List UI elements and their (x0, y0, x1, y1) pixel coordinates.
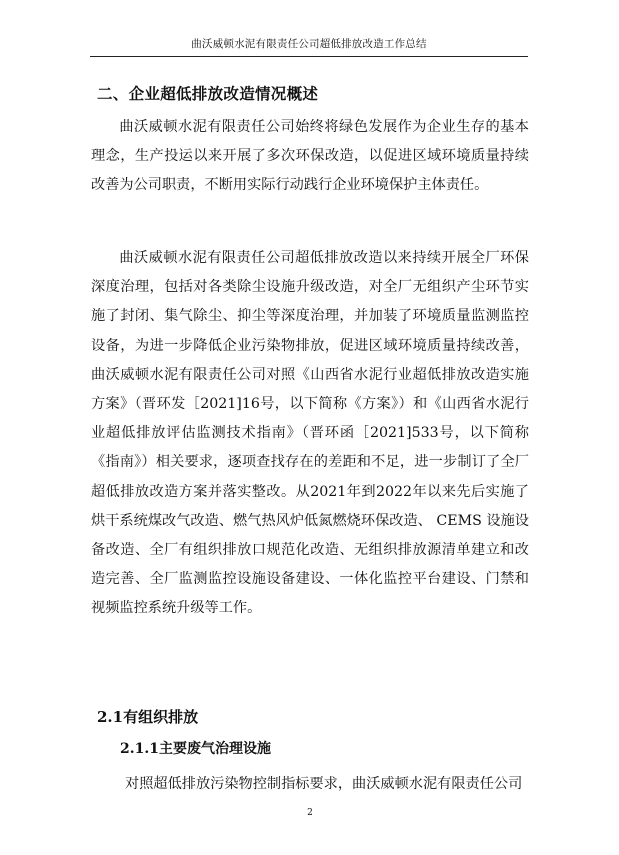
page-number: 2 (307, 808, 313, 818)
running-header: 曲沃威顿水泥有限责任公司超低排放改造工作总结 (191, 38, 427, 50)
subsubsection-heading: 2.1.1主要废气治理设施 (120, 741, 271, 757)
subsection-heading: 2.1有组织排放 (97, 708, 199, 726)
section-heading: 二、企业超低排放改造情况概述 (97, 84, 319, 103)
body-paragraph-2: 曲沃威顿水泥有限责任公司超低排放改造以来持续开展全厂环保深度治理，包括对各类除尘设施升级改造，对全厂无组织产尘环节实施了封闭、集气除尘、抑尘等深度治理，并加装了环境质量监测监控设备，为进一步降低企业污染物排放，促进区域环境质量持续改善，曲沃威顿水泥有限责任公司对照《山西省水泥行业超低排放改造实施方案》（晋环发［2021]16号，以下简称《方案》）和《山西省水泥行业超低排放评估监测技术指南》（晋环函［2021]533号，以下简称《指南》）相关要求，逐项查找存在的差距和不足，进一步制订了全厂超低排放改造方案并落实整改。从2021年到2022年以来先后实施了烘干系统煤改气改造、燃气热风炉低氮燃烧环保改造、 CEMS 设施设备改造、全厂有组织排放口规范化改造、无组织排放源清单建立和改造完善、全厂监测监控设施设备建设、一体化监控平台建设、门禁和视频监控系统升级等工作。 (91, 250, 529, 617)
body-paragraph-1: 曲沃威顿水泥有限责任公司始终将绿色发展作为企业生存的基本理念，生产投运以来开展了多次环保改造，以促进区域环境质量持续改善为公司职责，不断用实际行动践行企业环境保护主体责任。 (91, 119, 529, 194)
header-rule (90, 56, 528, 57)
body-paragraph-3: 对照超低排放污染物控制指标要求，曲沃威顿水泥有限责任公司 (125, 776, 523, 792)
